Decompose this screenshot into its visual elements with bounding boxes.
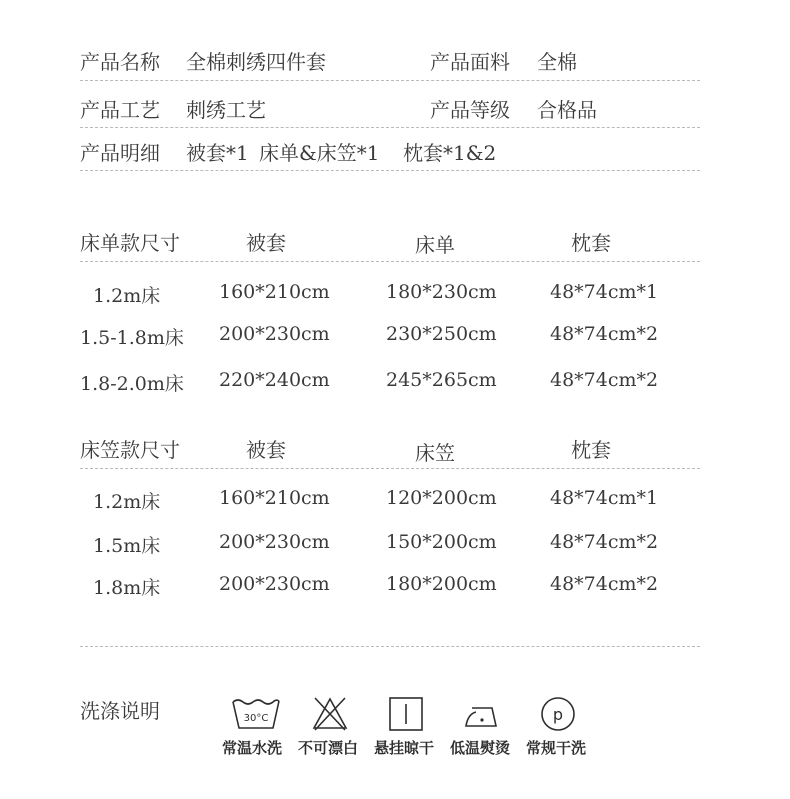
table-cell: 160*210cm	[219, 487, 330, 509]
info-value-name: 全棉刺绣四件套	[186, 50, 326, 74]
divider	[80, 646, 700, 647]
table-cell: 48*74cm*2	[550, 573, 659, 595]
table-cell: 1.8-2.0m床	[80, 373, 184, 395]
care-label-bleach: 不可漂白	[298, 739, 359, 757]
divider	[80, 261, 700, 262]
info-value-pillow: 枕套*1&2	[403, 141, 497, 165]
divider	[80, 170, 700, 171]
care-label-dry: 悬挂晾干	[374, 739, 435, 757]
hang-dry-icon	[388, 696, 424, 732]
table-cell: 48*74cm*2	[550, 531, 659, 553]
care-title: 洗涤说明	[80, 699, 160, 723]
info-value-sheet: 床单&床笠*1	[259, 141, 380, 165]
info-label-details: 产品明细	[80, 141, 160, 165]
wash-temp-text: 30°C	[243, 713, 269, 724]
care-label-iron: 低温熨烫	[450, 739, 511, 757]
divider	[80, 80, 700, 81]
info-label-grade: 产品等级	[430, 98, 510, 122]
table-cell: 1.8m床	[93, 577, 161, 599]
info-label-fabric: 产品面料	[430, 50, 510, 74]
svg-text:p: p	[552, 705, 564, 724]
table-header: 枕套	[571, 231, 611, 255]
info-value-fabric: 全棉	[537, 50, 577, 74]
table-cell: 1.2m床	[93, 285, 161, 307]
table-cell: 1.5m床	[93, 535, 161, 557]
no-bleach-icon	[311, 696, 349, 732]
divider	[80, 468, 700, 469]
wash-basin-30-icon	[230, 696, 282, 732]
table-cell: 160*210cm	[219, 281, 330, 303]
care-label-wash: 常温水洗	[222, 739, 283, 757]
table-cell: 245*265cm	[386, 369, 497, 391]
table-cell: 220*240cm	[219, 369, 330, 391]
table-cell: 1.2m床	[93, 491, 161, 513]
table-cell: 200*230cm	[219, 573, 330, 595]
table-cell: 200*230cm	[219, 323, 330, 345]
table-cell: 200*230cm	[219, 531, 330, 553]
table-cell: 48*74cm*1	[550, 487, 659, 509]
table-header: 床笠款尺寸	[80, 438, 180, 462]
table-cell: 120*200cm	[386, 487, 497, 509]
table-cell: 48*74cm*2	[550, 369, 659, 391]
info-label-craft: 产品工艺	[80, 98, 160, 122]
info-value-grade: 合格品	[537, 98, 597, 122]
table-cell: 1.5-1.8m床	[80, 327, 184, 349]
table-cell: 230*250cm	[386, 323, 497, 345]
info-label-name: 产品名称	[80, 50, 160, 74]
table-cell: 180*230cm	[386, 281, 497, 303]
table-header: 床单款尺寸	[80, 231, 180, 255]
info-value-duvet: 被套*1	[186, 141, 249, 165]
table-cell: 180*200cm	[386, 573, 497, 595]
table-cell: 48*74cm*2	[550, 323, 659, 345]
dry-clean-p-icon	[540, 696, 576, 732]
table-header: 被套	[246, 438, 286, 462]
iron-low-icon	[462, 696, 502, 732]
care-label-dryclean: 常规干洗	[526, 739, 587, 757]
table-header: 床单	[415, 233, 455, 257]
table-header: 床笠	[415, 441, 455, 465]
table-cell: 48*74cm*1	[550, 281, 659, 303]
table-cell: 150*200cm	[386, 531, 497, 553]
divider	[80, 127, 700, 128]
info-value-craft: 刺绣工艺	[186, 98, 266, 122]
table-header: 枕套	[571, 438, 611, 462]
table-header: 被套	[246, 231, 286, 255]
